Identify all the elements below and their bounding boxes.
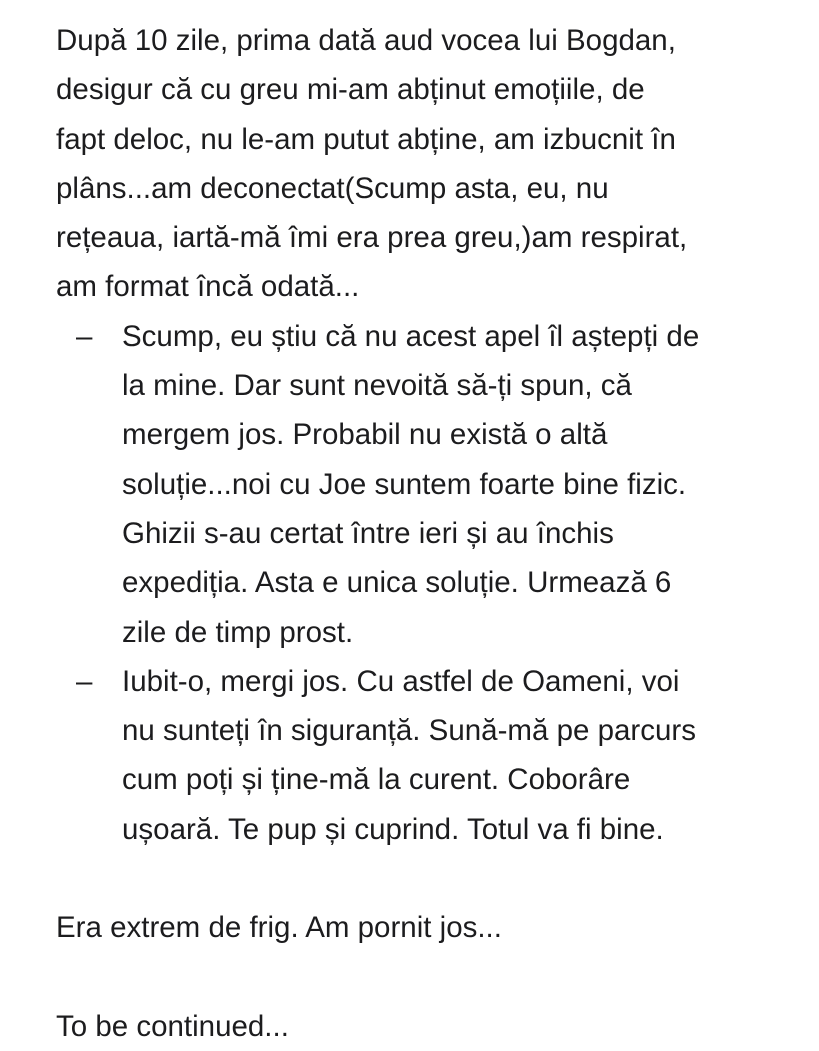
intro-line: fapt deloc, nu le-am putut abține, am izbucnit în [56,122,676,156]
paragraph-spacer [56,953,796,1002]
intro-line: După 10 zile, prima dată aud vocea lui Bogdan, [56,24,676,57]
dialogue-list [56,312,796,854]
dialogue-line: Iubit-o, mergi jos. Cu astfel de Oameni, voi [122,664,680,698]
dialogue-line: expediția. Asta e unica soluție. Urmează 6 [122,566,672,600]
dialogue-line: la mine. Dar sunt nevoită să-ți spun, că [122,369,632,403]
dialogue-line: ușoară. Te pup și cuprind. Totul va fi bine. [122,812,664,846]
dialogue-item [56,312,796,657]
intro-line: desigur că cu greu mi-am abținut emoțiile, de [56,73,645,107]
dash-marker: – [76,664,93,698]
dialogue-line: zile de timp prost. [122,615,354,649]
dialogue-line: cum poți și ține-mă la curent. Coborâre [122,763,631,797]
paragraph-spacer [56,854,796,903]
intro-line: plâns...am deconectat(Scump asta, eu, nu [56,171,609,205]
intro-paragraph [56,16,796,312]
intro-line: rețeaua, iartă-mă îmi era prea greu,)am respirat, [56,221,688,255]
dialogue-item [56,657,796,854]
dialogue-line: nu sunteți în siguranță. Sună-mă pe parcurs [122,714,696,748]
intro-line: am format încă odată... [56,270,360,304]
document-body [56,16,796,1051]
continued-note: To be continued... [56,1009,289,1043]
dialogue-line: Ghizii s-au certat între ieri și au închis [122,516,614,550]
dialogue-line: Scump, eu știu că nu acest apel îl aștepți de [122,319,700,353]
dialogue-line: mergem jos. Probabil nu există o altă [122,418,608,452]
dialogue-line: soluție...noi cu Joe suntem foarte bine fizic. [122,467,687,501]
dash-marker: – [76,319,93,353]
closing-paragraph: Era extrem de frig. Am pornit jos... [56,911,502,945]
